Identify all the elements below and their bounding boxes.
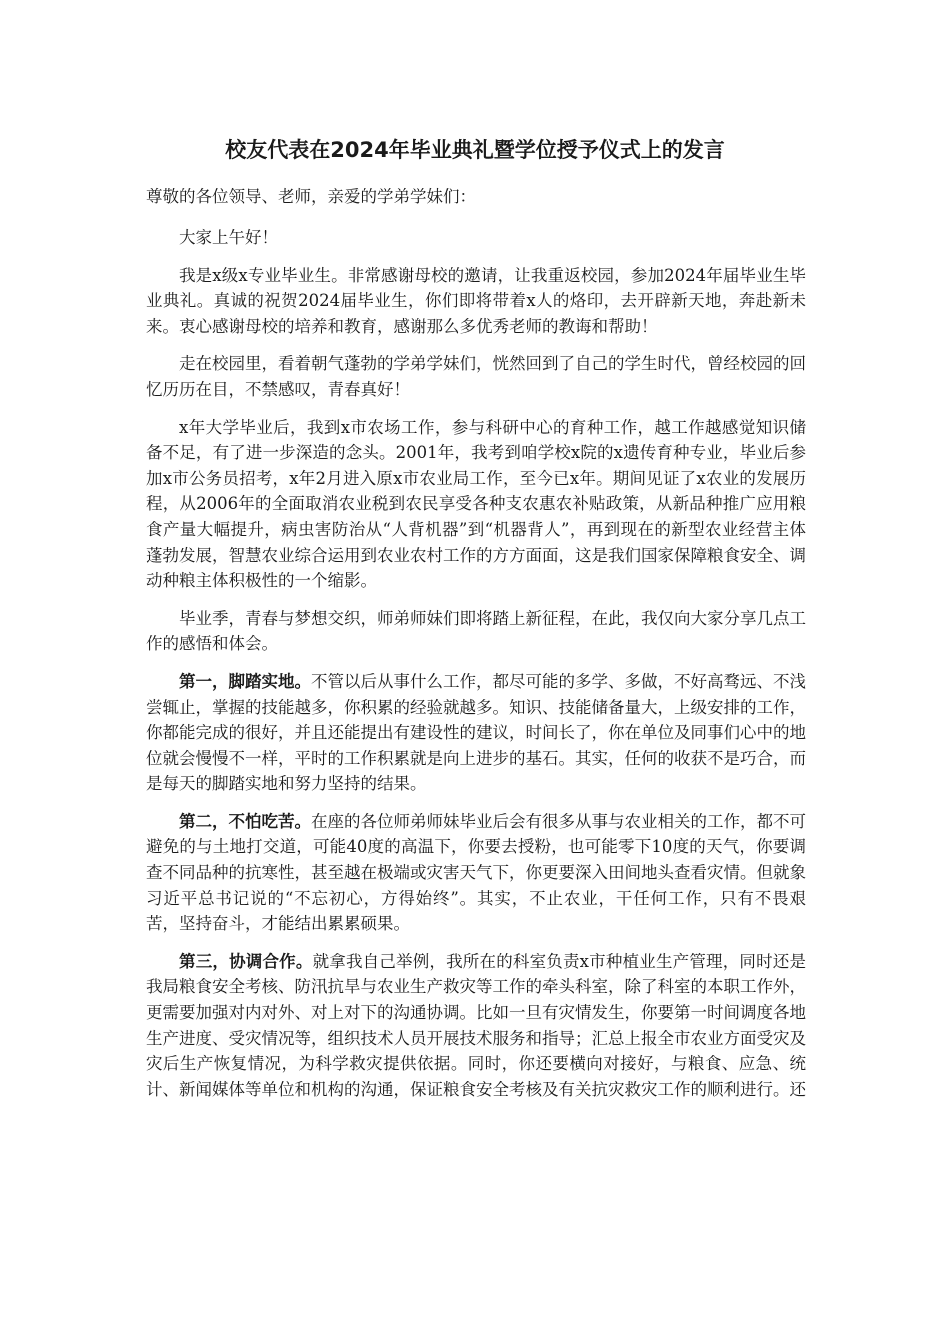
salutation: 尊敬的各位领导、老师，亲爱的学弟学妹们： [146, 187, 476, 206]
document-title: 校友代表在2024年毕业典礼暨学位授予仪式上的发言 [225, 138, 725, 162]
point-two [146, 809, 806, 937]
point-one [146, 669, 806, 797]
point-three-lead: 第三，协调合作。 [179, 951, 313, 971]
point-three [146, 949, 806, 1103]
point-three-text: 就拿我自己举例，我所在的科室负责x市种植业生产管理，同时还是我局粮食安全考核、防汛抗旱与农业生产救灾等工作的牵头科室，除了科室的本职工作外，更需要加强对内对外、对上对下的沟通协调。比如一旦有灾情发生，你要第一时间调度各地生产进度、受灾情况等，组织技术人员开展技术服务和指导；汇总上报全市农业方面受灾及灾后生产恢复情况，为科学救灾提供依据。同时，你还要横向对接好，与粮食、应急、统计、新闻媒体等单位和机构的沟通，保证粮食安全考核及有关抗灾救灾工作的顺利进行。还 [146, 951, 807, 1099]
point-two-text: 在座的各位师弟师妹毕业后会有很多从事与农业相关的工作，都不可避免的与土地打交道，可能40度的高温下，你要去授粉，也可能零下10度的天气，你要调查不同品种的抗寒性，甚至越在极端或灾害天气下，你更要深入田间地头查看灾情。但就象习近平总书记说的“不忘初心，方得始终”。其实，不止农业，干任何工作，只有不畏艰苦，坚持奋斗，才能结出累累硕果。 [146, 811, 806, 934]
point-one-text: 不管以后从事什么工作，都尽可能的多学、多做，不好高骛远、不浅尝辄止，掌握的技能越多，你积累的经验就越多。知识、技能储备量大，上级安排的工作，你都能完成的很好，并且还能提出有建设性的建议，时间长了，你在单位及同事们心中的地位就会慢慢不一样，平时的工作积累就是向上进步的基石。其实，任何的收获不是巧合，而是每天的脚踏实地和努力坚持的结果。 [146, 671, 806, 794]
paragraph-career: x年大学毕业后，我到x市农场工作，参与科研中心的育种工作，越工作越感觉知识储备不足，有了进一步深造的念头。2001年，我考到咱学校x院的x遗传育种专业，毕业后参加x市公务员招考，x年2月进入原x市农业局工作，至今已x年。期间见证了x农业的发展历程，从2006年的全面取消农业税到农民享受各种支农惠农补贴政策，从新品种推广应用粮食产量大幅提升，病虫害防治从“人背机器”到“机器背人”，再到现在的新型农业经营主体蓬勃发展，智慧农业综合运用到农业农村工作的方方面面，这是我们国家保障粮食安全、调动种粮主体积极性的一个缩影。 [146, 417, 806, 591]
point-one-lead: 第一，脚踏实地。 [179, 671, 311, 691]
point-two-lead: 第二，不怕吃苦。 [179, 811, 311, 831]
paragraph-campus: 走在校园里，看着朝气蓬勃的学弟学妹们，恍然回到了自己的学生时代，曾经校园的回忆历历在目，不禁感叹，青春真好！ [146, 354, 806, 399]
paragraph-intro: 我是x级x专业毕业生。非常感谢母校的邀请，让我重返校园，参加2024年届毕业生毕业典礼。真诚的祝贺2024届毕业生，你们即将带着x人的烙印，去开辟新天地，奔赴新未来。衷心感谢母校的培养和教育，感谢那么多优秀老师的教诲和帮助！ [146, 265, 806, 336]
paragraph-share: 毕业季，青春与梦想交织，师弟师妹们即将踏上新征程，在此，我仅向大家分享几点工作的感悟和体会。 [146, 608, 806, 654]
document-page [146, 134, 806, 1102]
greeting: 大家上午好！ [179, 228, 278, 247]
